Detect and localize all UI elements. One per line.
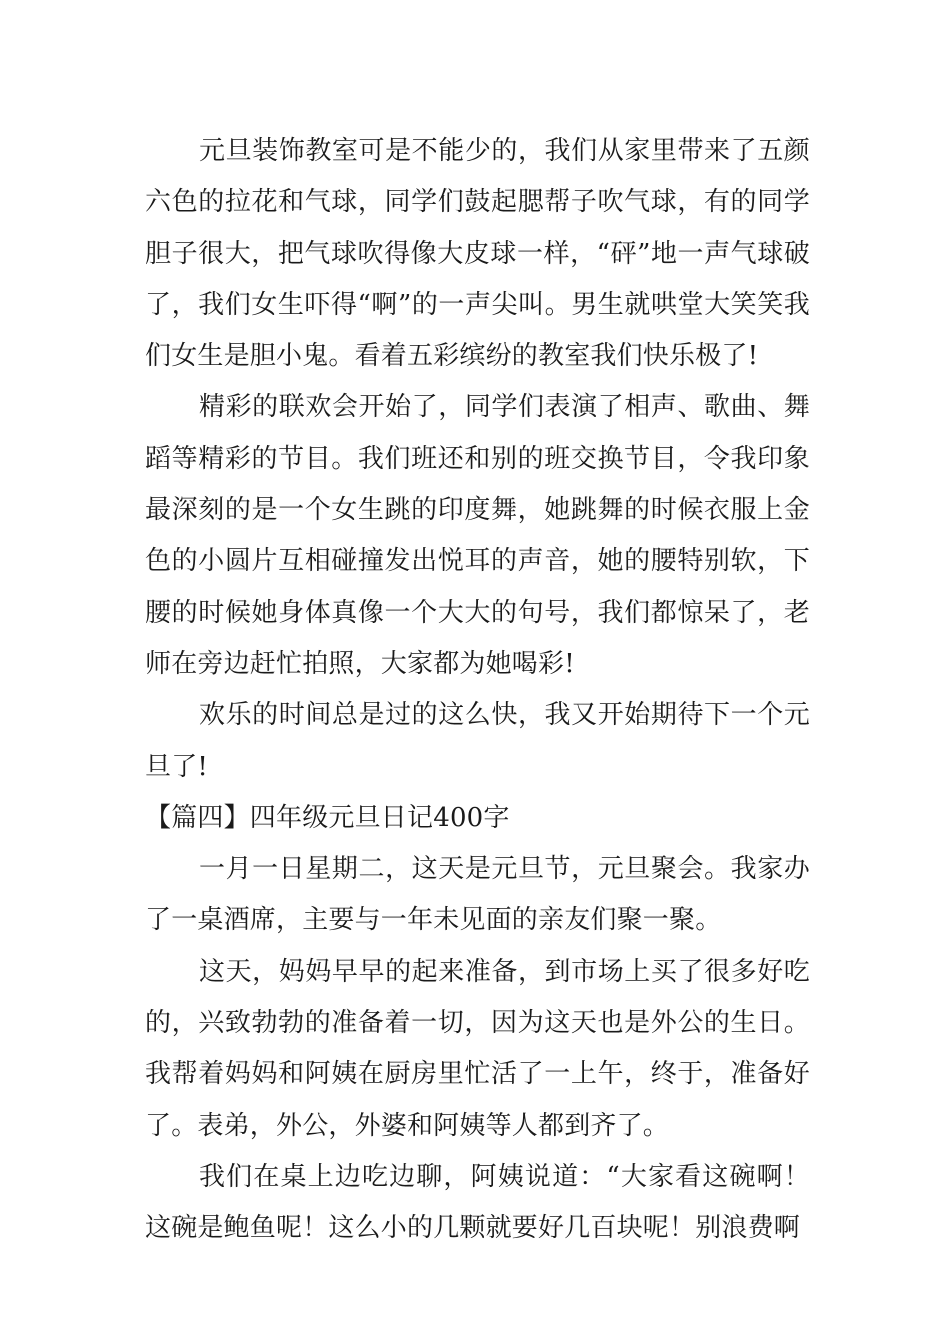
section-heading: 【篇四】四年级元旦日记400字 [145, 802, 510, 833]
paragraph-decorating-classroom: 元旦装饰教室可是不能少的，我们从家里带来了五颜六色的拉花和气球，同学们鼓起腮帮子吹气球，有的同学胆子很大，把气球吹得像大皮球一样，“砰”地一声气球破了，我们女生吓得“啊”的一声尖叫。男生就哄堂大笑笑我们女生是胆小鬼。看着五彩缤纷的教室我们快乐极了! [145, 136, 810, 372]
paragraph-looking-forward: 欢乐的时间总是过的这么快，我又开始期待下一个元旦了! [145, 700, 810, 782]
paragraph-new-year-day: 一月一日星期二，这天是元旦节，元旦聚会。我家办了一桌酒席，主要与一年未见面的亲友们聚一聚。 [145, 854, 810, 936]
paragraph-preparation: 这天，妈妈早早的起来准备，到市场上买了很多好吃的，兴致勃勃的准备着一切，因为这天也是外公的生日。我帮着妈妈和阿姨在厨房里忙活了一上午，终于，准备好了。表弟，外公，外婆和阿姨等人都到齐了。 [145, 956, 810, 1141]
paragraph-party-performances: 精彩的联欢会开始了，同学们表演了相声、歌曲、舞蹈等精彩的节目。我们班还和别的班交换节目，令我印象最深刻的是一个女生跳的印度舞，她跳舞的时候衣服上金色的小圆片互相碰撞发出悦耳的声音，她的腰特别软，下腰的时候她身体真像一个大大的句号，我们都惊呆了，老师在旁边赶忙拍照，大家都为她喝彩! [145, 392, 810, 679]
document-page [145, 126, 810, 1255]
paragraph-dinner-talk: 我们在桌上边吃边聊，阿姨说道：“大家看这碗啊！这碗是鲍鱼呢！这么小的几颗就要好几百块呢！别浪费啊 [145, 1161, 810, 1244]
